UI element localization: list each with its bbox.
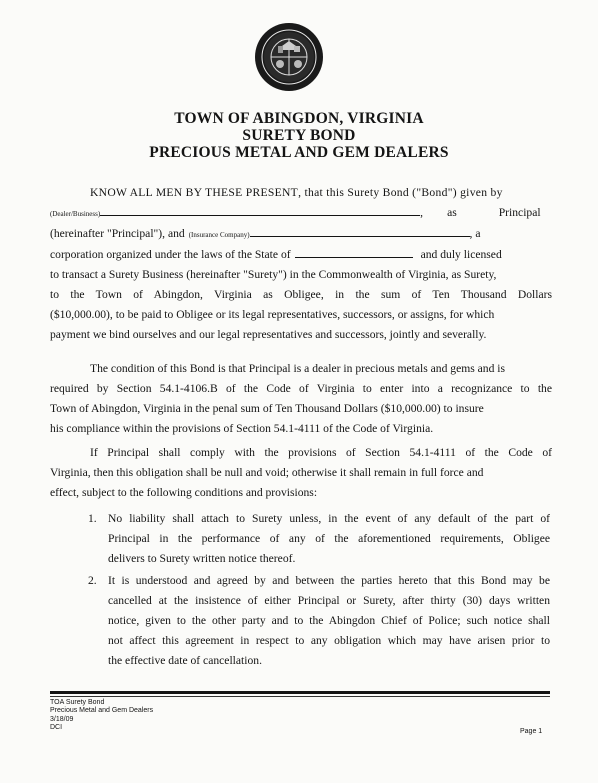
insurance-company-field[interactable]	[250, 225, 470, 237]
list-number: 1.	[88, 512, 97, 525]
footer-rule	[50, 691, 550, 694]
paragraph-know-all-men: KNOW ALL MEN BY THESE PRESENT , that this Surety Bond ("Bond") given by (Dealer/Business) , as Principal (hereinafter "Principal"), and (Insurance Company) , a corporation organized under the laws of the State of and duly licensed to transact a Surety Business (hereinafter "Surety") in the Commonwealth of Virginia, as Surety, to the Town of Abingdon, Virginia as Obligee, in the sum of Ten Thousand Dollars ($10,000.00), to be paid to Obligee or its legal representatives, successors, or assigns, for which payment we bind ourselves and our legal representatives and successors, jointly and severally.	[50, 183, 552, 345]
know-all-men-heading: KNOW ALL MEN BY THESE PRESENT	[90, 186, 299, 199]
paragraph-compliance: If Principal shall comply with the provisions of Section 54.1-4111 of the Code of Virginia, then this obligation shall be null and void; otherwise it shall remain in full force and effect, subject to the following conditions and provisions:	[50, 446, 552, 499]
document-title	[0, 110, 598, 161]
footer-rule-thin	[50, 696, 550, 697]
dealer-business-label: (Dealer/Business)	[50, 210, 101, 218]
list-number: 2.	[88, 574, 97, 587]
title-dealers: PRECIOUS METAL AND GEM DEALERS	[149, 144, 449, 161]
paragraph-condition: The condition of this Bond is that Principal is a dealer in precious metals and gems and is required by Section 54.1-4106.B of the Code of Virginia to enter into a recognizance to the Town of Abingdon, Virginia in the penal sum of Ten Thousand Dollars ($10,000.00) to insure his compliance within the provisions of Section 54.1-4111 of the Code of Virginia.	[50, 362, 552, 435]
page-number: Page 1	[520, 728, 543, 735]
town-seal-logo	[254, 22, 324, 92]
title-surety-bond: SURETY BOND	[242, 127, 356, 144]
dealer-business-field[interactable]	[100, 204, 420, 216]
list-item: 2. It is understood and agreed by and between the parties hereto that this Bond may be cancelled at the insistence of either Principal or Surety, after thirty (30) days written notice, given to the other party and to the Abingdon Chief of Police; such notice shall not affect this agreement in respect to any obligation which may have arisen prior to the effective date of cancellation.	[88, 571, 550, 671]
state-field[interactable]	[295, 246, 413, 258]
insurance-company-label: (Insurance Company)	[188, 231, 250, 239]
title-town: TOWN OF ABINGDON, VIRGINIA	[174, 110, 424, 127]
footer-info: TOA Surety Bond Precious Metal and Gem Dealers 3/18/09 DCI	[50, 699, 154, 732]
list-item: 1. No liability shall attach to Surety unless, in the event of any default of the part of Principal in the performance of any of the aforementioned requirements, Obligee delivers to Surety written notice thereof.	[88, 509, 550, 569]
